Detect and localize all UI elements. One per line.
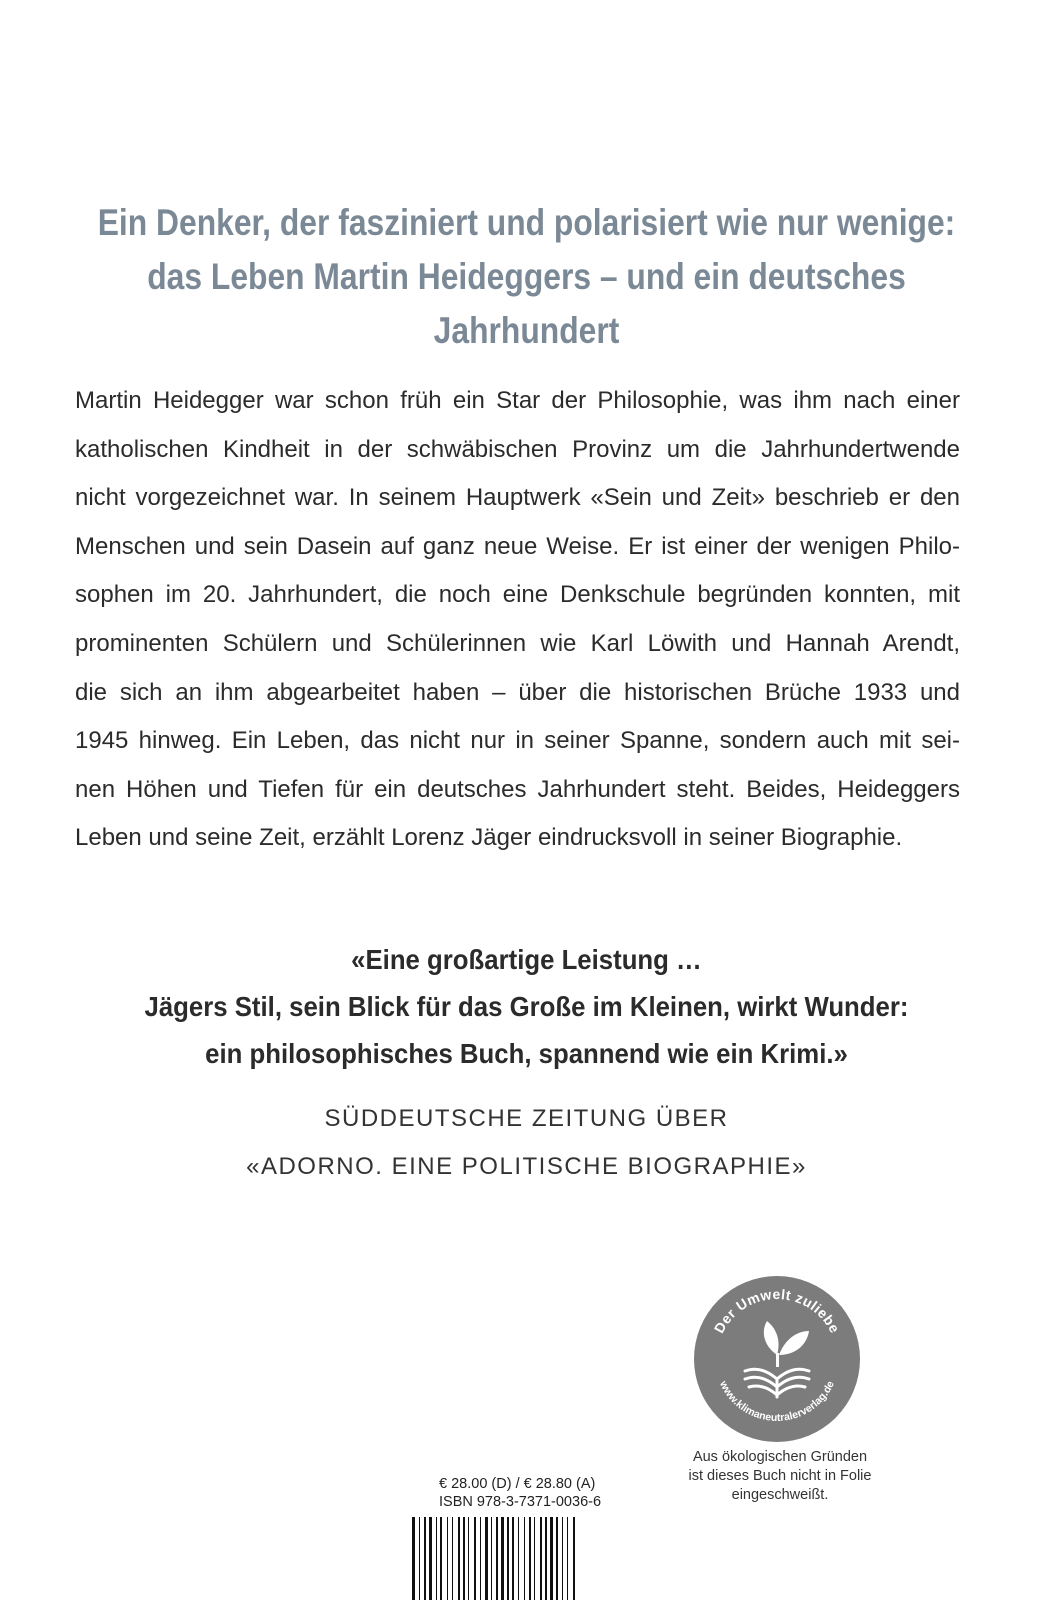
barcode-bar bbox=[485, 1517, 488, 1600]
barcode-bar bbox=[440, 1517, 442, 1600]
barcode-bar bbox=[540, 1517, 542, 1600]
barcode-bar bbox=[529, 1517, 531, 1600]
climate-neutral-seal bbox=[693, 1275, 861, 1443]
blurb-paragraph bbox=[75, 377, 960, 863]
barcode-bar bbox=[463, 1517, 465, 1600]
blurb-line: sophen im 20. Jahrhundert, die noch eine Denkschule begründen konnten, mit bbox=[75, 581, 960, 609]
quote-line-2: Jägers Stil, sein Blick für das Große im Kleinen, wirkt Wunder: bbox=[144, 991, 909, 1022]
isbn-barcode bbox=[412, 1517, 627, 1600]
quote-line-3: ein philosophisches Buch, spannend wie ein Krimi.» bbox=[205, 1038, 848, 1069]
source-line-2: «ADORNO. EINE POLITISCHE BIOGRAPHIE» bbox=[246, 1153, 807, 1180]
barcode-bar bbox=[480, 1517, 481, 1600]
barcode-bar bbox=[501, 1517, 504, 1600]
blurb-line: 1945 hinweg. Ein Leben, das nicht nur in seiner Spanne, sondern auch mit sei- bbox=[75, 727, 960, 755]
blurb-line: die sich an ihm abgearbeitet haben – über die historischen Brüche 1933 und bbox=[75, 678, 960, 706]
eco-note-line-2: ist dieses Buch nicht in Folie bbox=[688, 1468, 872, 1484]
quote-line-1: «Eine großartige Leistung … bbox=[351, 944, 702, 975]
barcode-bar bbox=[424, 1517, 426, 1600]
barcode-bar bbox=[556, 1517, 558, 1600]
blurb-line: Menschen und sein Dasein auf ganz neue Weise. Er ist einer der wenigen Philo- bbox=[75, 532, 960, 560]
price-block bbox=[403, 1475, 643, 1511]
barcode-bar bbox=[545, 1517, 547, 1600]
seal-bottom-text: www.klimaneutralerverlag.de bbox=[717, 1379, 837, 1425]
barcode-bar bbox=[447, 1517, 448, 1600]
blurb-line: Martin Heidegger war schon früh ein Star der Philosophie, was ihm nach einer bbox=[75, 387, 960, 414]
barcode-bar bbox=[491, 1517, 492, 1600]
seal-graphic bbox=[693, 1275, 861, 1443]
barcode-bar bbox=[412, 1517, 415, 1600]
barcode-bar bbox=[573, 1517, 575, 1600]
blurb-line: prominenten Schülern und Schülerinnen wie Karl Löwith und Hannah Arendt, bbox=[75, 629, 960, 657]
blurb-line: Leben und seine Zeit, erzählt Lorenz Jäger eindrucksvoll in seiner Biographie. bbox=[75, 824, 903, 852]
barcode-bar bbox=[518, 1517, 519, 1600]
barcode-bar bbox=[562, 1517, 563, 1600]
eco-note-line-3: eingeschweißt. bbox=[731, 1487, 829, 1503]
barcode-bar bbox=[507, 1517, 509, 1600]
source-line-1: SÜDDEUTSCHE ZEITUNG ÜBER bbox=[324, 1105, 729, 1132]
barcode-bar bbox=[468, 1517, 469, 1600]
barcode-bar bbox=[436, 1517, 437, 1600]
barcode-bar bbox=[534, 1517, 535, 1600]
eco-note-line-1: Aus ökologischen Gründen bbox=[692, 1449, 868, 1465]
barcode-bar bbox=[419, 1517, 420, 1600]
press-quote bbox=[42, 936, 1011, 1077]
barcode-bar bbox=[474, 1517, 476, 1600]
quote-source bbox=[0, 1095, 1053, 1191]
barcode-bar bbox=[496, 1517, 498, 1600]
headline-line-1: Ein Denker, der fasziniert und polarisiert wie nur wenige: bbox=[97, 202, 956, 243]
blurb-line: nen Höhen und Tiefen für ein deutsches Jahrhundert steht. Beides, Heideggers bbox=[75, 775, 960, 803]
headline-line-2: das Leben Martin Heideggers – und ein deutsches Jahrhundert bbox=[147, 256, 906, 351]
barcode-bar bbox=[452, 1517, 453, 1600]
isbn-text: ISBN 978-3-7371-0036-6 bbox=[439, 1494, 602, 1510]
barcode-bar bbox=[567, 1517, 568, 1600]
seal-top-text: Der Umwelt zuliebe bbox=[710, 1285, 844, 1336]
barcode-bar bbox=[458, 1517, 460, 1600]
blurb-line: nicht vorgezeichnet war. In seinem Hauptwerk «Sein und Zeit» beschrieb er den bbox=[75, 484, 960, 512]
blurb-line: katholischen Kindheit in der schwäbischen Provinz um die Jahrhundertwende bbox=[75, 435, 960, 463]
barcode-bar bbox=[512, 1517, 514, 1600]
barcode-bar bbox=[550, 1517, 553, 1600]
eco-note bbox=[640, 1448, 920, 1505]
price-text: € 28.00 (D) / € 28.80 (A) bbox=[439, 1476, 596, 1492]
barcode-bar bbox=[429, 1517, 432, 1600]
barcode-bar bbox=[524, 1517, 525, 1600]
headline bbox=[74, 196, 980, 358]
